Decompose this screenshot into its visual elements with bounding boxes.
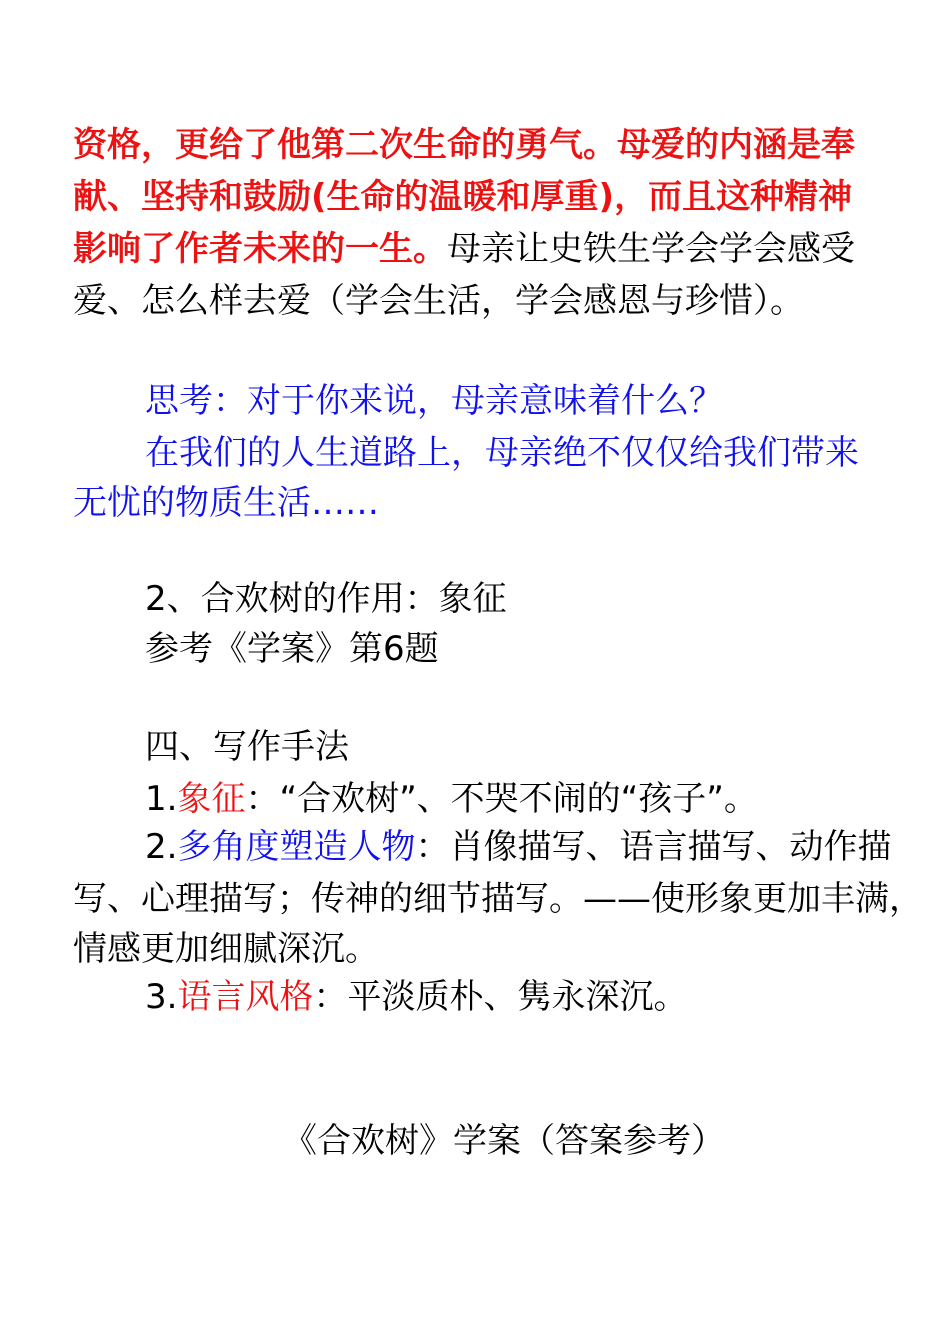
section2-title: 2、合欢树的作用：象征 bbox=[145, 579, 507, 619]
section4-item2-line3: 情感更加细腻深沉。 bbox=[73, 929, 379, 969]
section4-item1 bbox=[145, 774, 758, 824]
item1-text: ：“合欢树”、不哭不闹的“孩子”。 bbox=[245, 779, 758, 819]
item3-text: ：平淡质朴、隽永深沉。 bbox=[313, 977, 688, 1017]
item2-number: 2. bbox=[145, 827, 178, 867]
think-answer-line2: 无忧的物质生活…… bbox=[73, 483, 379, 523]
item2-text-line1: ：肖像描写、语言描写、动作描 bbox=[415, 827, 892, 867]
section4-item2-line2: 写、心理描写；传神的细节描写。——使形象更加丰满， bbox=[73, 879, 923, 919]
para1-line3 bbox=[73, 224, 855, 274]
item1-number: 1. bbox=[145, 779, 178, 819]
footer-title: 《合欢树》学案（答案参考） bbox=[283, 1121, 725, 1161]
item3-number: 3. bbox=[145, 977, 178, 1017]
item2-label: 多角度塑造人物 bbox=[177, 827, 416, 867]
section4-item3 bbox=[145, 972, 687, 1022]
para1-line1: 资格，更给了他第二次生命的勇气。母爱的内涵是奉 bbox=[73, 125, 855, 165]
para1-line3-text: 母亲让史铁生学会学会感受 bbox=[447, 229, 855, 269]
item3-label: 语言风格 bbox=[177, 977, 314, 1017]
para1-line3-highlight: 影响了作者未来的一生。 bbox=[73, 229, 447, 269]
para1-line2: 献、坚持和鼓励(生命的温暖和厚重)，而且这种精神 bbox=[73, 177, 853, 217]
para1-line4: 爱、怎么样去爱（学会生活，学会感恩与珍惜）。 bbox=[73, 281, 804, 321]
section4-item2-line1 bbox=[145, 822, 891, 872]
think-answer-line1: 在我们的人生道路上，母亲绝不仅仅给我们带来 bbox=[145, 433, 859, 473]
think-question: 思考：对于你来说，母亲意味着什么？ bbox=[145, 381, 723, 421]
section2-ref: 参考《学案》第6题 bbox=[145, 629, 439, 669]
section4-title: 四、写作手法 bbox=[145, 727, 349, 767]
item1-label: 象征 bbox=[177, 779, 246, 819]
